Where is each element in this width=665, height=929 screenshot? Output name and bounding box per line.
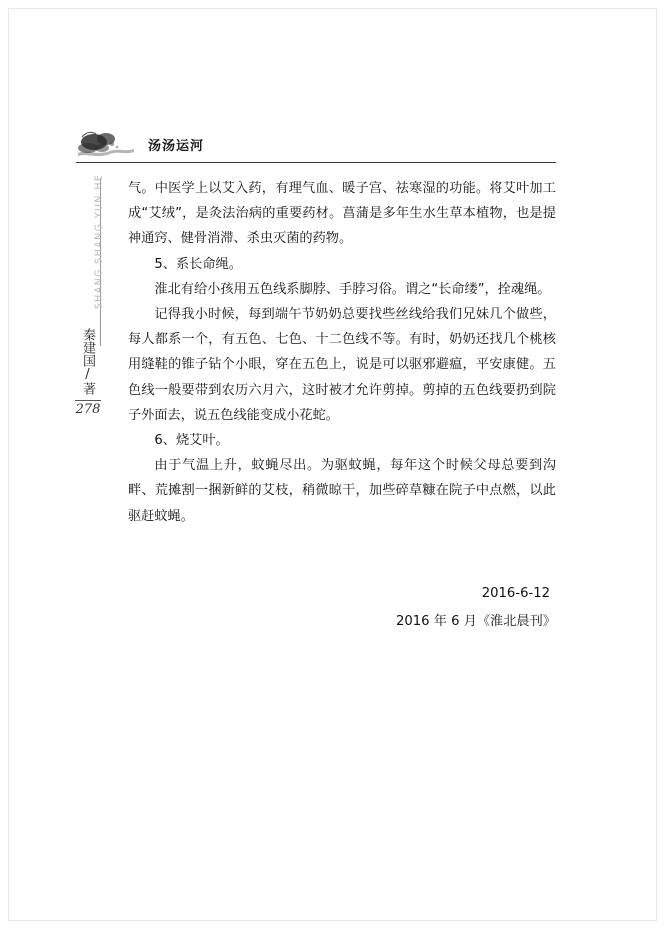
- page-number: 278: [75, 402, 101, 417]
- sidebar-author: 秦建国/著: [80, 328, 95, 395]
- signature-source: 2016 年 6 月《淮北晨刊》: [395, 614, 556, 629]
- body-text: [128, 176, 556, 529]
- paragraph: 淮北有给小孩用五色线系脚脖、手脖习俗。谓之“长命缕”，拴魂绳。: [154, 281, 551, 297]
- sidebar-latin-title: SHANG SHANG YUN HE: [93, 173, 105, 310]
- paragraph: 由于气温上升，蚊蝇尽出。为驱蚊蝇，每年这个时候父母总要到沟畔、荒摊割一捆新鲜的艾枝，稍微晾干，加些碎草糠在院子中点燃，以此驱赶蚊蝇。: [128, 458, 556, 524]
- ink-painting-ornament-icon: [76, 128, 138, 160]
- header-divider: [76, 162, 556, 163]
- paragraph: 气。中医学上以艾入药，有理气血、暖子宫、祛寒湿的功能。将艾叶加工成“艾绒”，是灸法治病的重要药材。菖蒲是多年生水生草本植物，也是提神通窍、健骨消滞、杀虫灭菌的药物。: [128, 181, 556, 247]
- paragraph: 6、烧艾叶。: [154, 433, 229, 449]
- signature-date: 2016-6-12: [481, 586, 550, 601]
- paragraph: 5、系长命绳。: [154, 256, 242, 272]
- header-title: 汤汤运河: [148, 139, 205, 154]
- signature-block: [128, 580, 556, 636]
- running-header: [76, 128, 556, 164]
- paragraph: 记得我小时候，每到端午节奶奶总要找些丝线给我们兄妹几个做些，每人都系一个，有五色、七色、十二色线不等。有时，奶奶还找几个桃核用缝鞋的锥子钻个小眼，穿在五色上，说是可以驱邪避瘟，平安康健。五色线一般要带到农历六月六，这时被才允许剪掉。剪掉的五色线要扔到院子外面去，说五色线能变成小花蛇。: [128, 307, 556, 423]
- margin-sidebar: [75, 173, 110, 417]
